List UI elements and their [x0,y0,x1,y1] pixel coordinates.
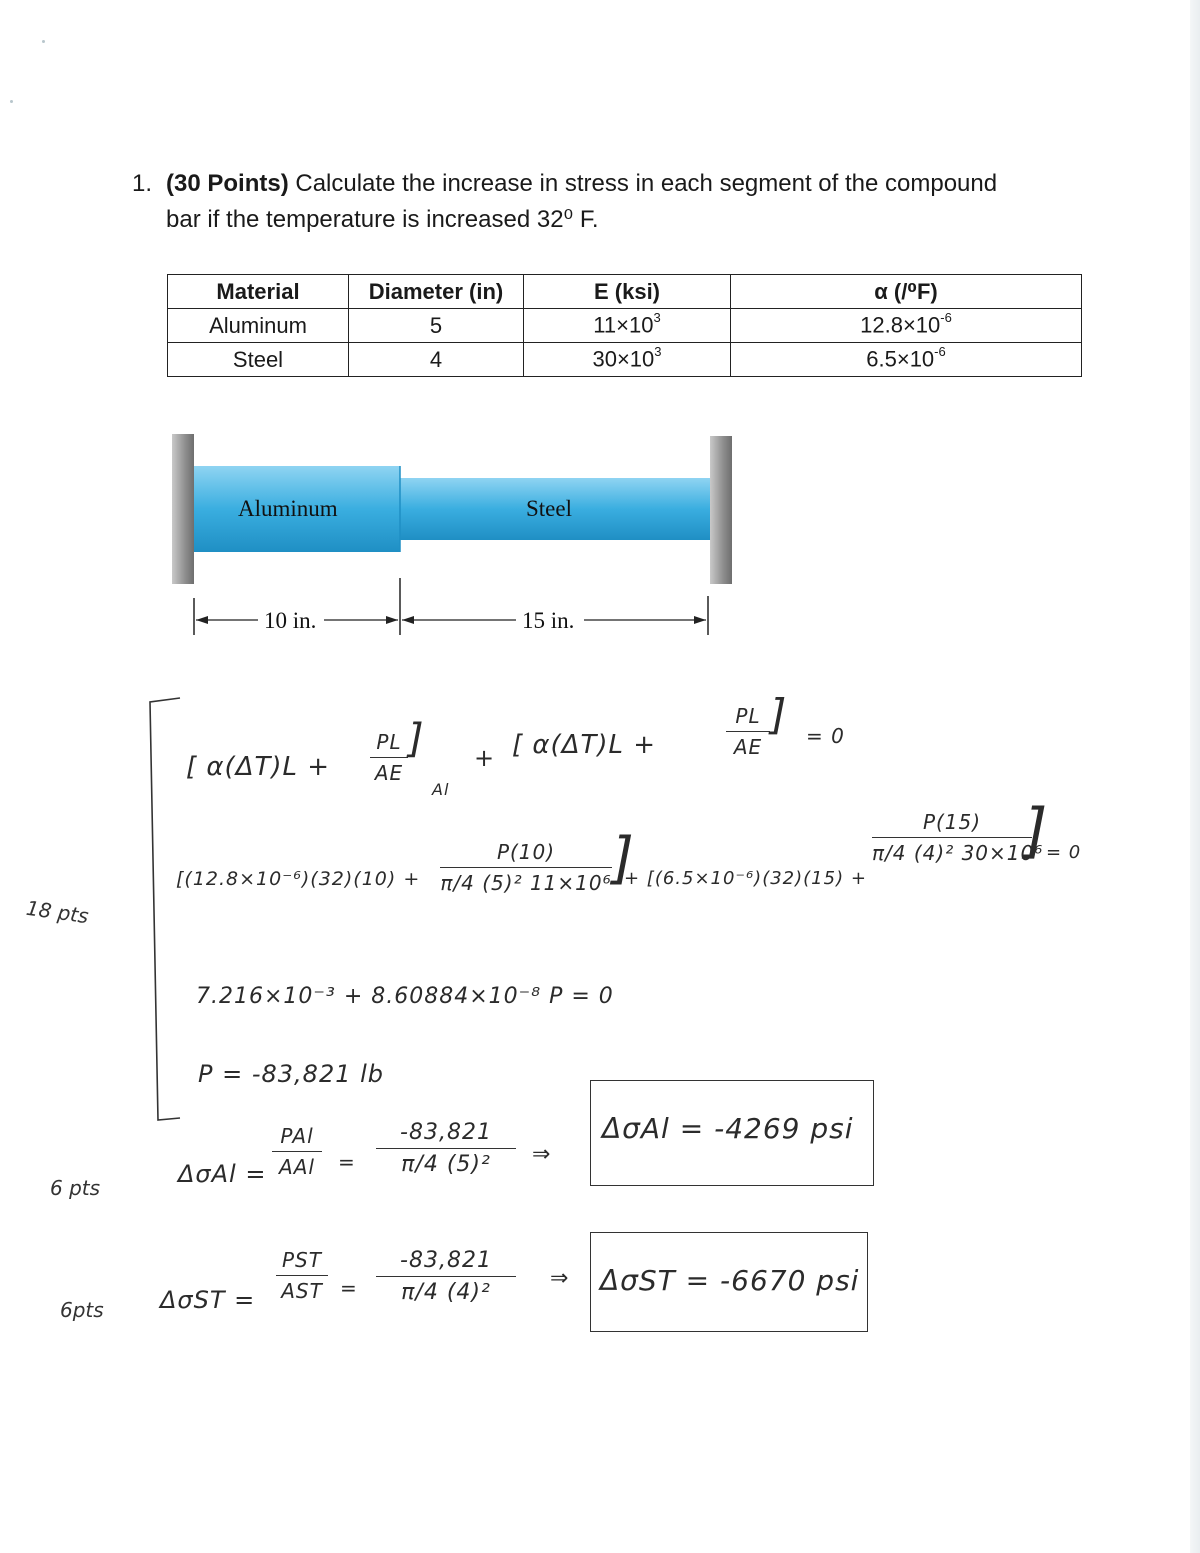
page-edge [1190,0,1200,1553]
eq1-right: [ α(ΔT)L + [512,730,657,760]
eq2-frac: P(10) π/4 (5)² 11×10⁶ [440,840,612,895]
cell-diameter: 5 [349,309,524,343]
al-stress-frac: PAl AAl [272,1124,322,1179]
scan-speck [10,100,13,103]
eq2-frac2: P(15) π/4 (4)² 30×10⁶ [872,810,1044,865]
problem-text-1: Calculate the increase in stress in each segment of the compound [288,170,998,197]
score-6pts-st: 6pts [60,1298,104,1322]
table-header: E (ksi) [524,275,731,309]
dim-steel-label: 15 in. [522,608,575,633]
eq2-mid: + [(6.5×10⁻⁶)(32)(15) + [624,868,867,889]
table-header-row [168,275,1082,309]
score-6pts-al: 6 pts [50,1176,101,1200]
table-row [168,309,1082,343]
eq1-close-bracket: ] [408,716,425,762]
cell-material: Steel [168,343,349,377]
cell-alpha: $6.5\times 10^{-6}$ [731,343,1082,377]
st-stress-frac: PST AST [276,1248,328,1303]
right-wall [710,436,732,584]
dim-aluminum-label: 10 in. [264,608,317,633]
properties-table [167,274,1082,377]
eq1-left: [ α(ΔT)L + [186,752,331,782]
eq2-close-bracket2: ] [1024,796,1049,866]
al-eq: = [338,1150,356,1174]
left-wall [172,434,194,584]
table-header: α (/⁰F) [731,275,1082,309]
table-header: Diameter (in) [349,275,524,309]
eq2-left: [(12.8×10⁻⁶)(32)(10) + [176,868,421,890]
st-answer: ΔσST = -6670 psi [600,1264,860,1297]
eq4: P = -83,821 lb [198,1060,385,1088]
eq2-close-bracket: ] [612,826,635,891]
eq2-eq: = 0 [1046,842,1082,863]
compound-bar-figure [160,430,750,650]
al-arrow: ⇒ [532,1142,552,1167]
al-value-frac: -83,821 π/4 (5)² [376,1120,516,1177]
al-stress-lhs: ΔσAl = [178,1160,267,1188]
st-stress-lhs: ΔσST = [160,1286,256,1314]
cell-material: Aluminum [168,309,349,343]
eq1-eq: = 0 [806,724,845,748]
problem-points: (30 Points) [166,170,289,197]
eq1-frac2: PL AE [726,704,770,759]
cell-modulus: $11\times 10^3$ [524,309,731,343]
problem-statement [132,166,997,238]
table-header: Material [168,275,349,309]
eq3: 7.216×10⁻³ + 8.60884×10⁻⁸ P = 0 [196,984,614,1009]
eq1-frac: PL AE [370,730,408,785]
problem-text-2: bar if the temperature is increased 32⁰ F. [166,206,599,233]
eq1-sub: Al [432,780,450,799]
bar-diagram [160,430,750,650]
st-value-frac: -83,821 π/4 (4)² [376,1248,516,1305]
table-row [168,343,1082,377]
eq1-plus: + [474,744,496,772]
problem-number: 1. [132,170,153,197]
aluminum-label: Aluminum [238,496,338,521]
steel-label: Steel [526,496,572,521]
st-eq: = [340,1276,358,1300]
st-arrow: ⇒ [550,1266,570,1291]
cell-alpha: $12.8\times 10^{-6}$ [731,309,1082,343]
scan-speck [42,40,45,43]
score-18pts: 18 pts [24,895,91,929]
eq1-close-bracket2: ] [770,690,788,739]
cell-diameter: 4 [349,343,524,377]
al-answer: ΔσAl = -4269 psi [602,1112,854,1145]
cell-modulus: $30\times 10^3$ [524,343,731,377]
